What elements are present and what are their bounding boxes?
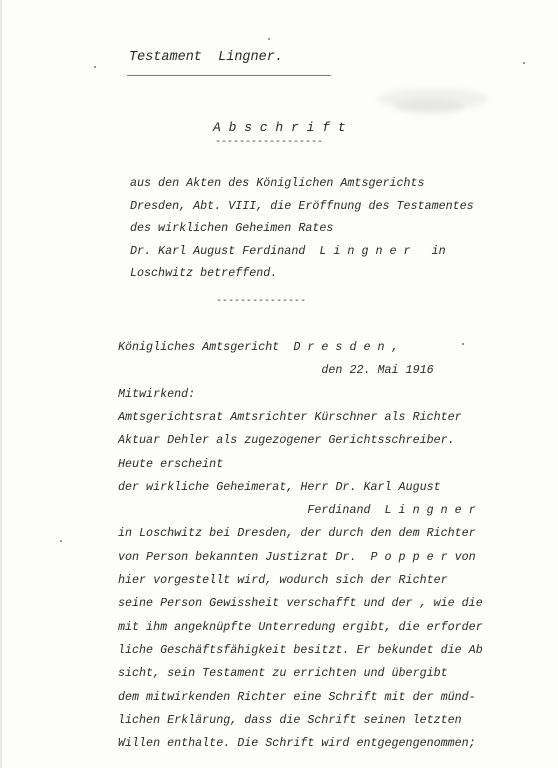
- protocol-line: Amtsgerichtsrat Amtsrichter Kürschner als Richter: [118, 409, 462, 424]
- intro-line: aus den Akten des Königlichen Amtsgerichts: [130, 176, 425, 190]
- intro-line: Dr. Karl August Ferdinand L i n g n e r in: [130, 243, 446, 258]
- protocol-line: seine Person Gewissheit verschafft und der , wie die: [118, 596, 483, 611]
- stamp-smudge: [395, 100, 465, 114]
- document-heading: A b s c h r i f t: [213, 120, 346, 135]
- protocol-line: Königliches Amtsgericht D r e s d e n ,: [118, 340, 399, 354]
- intro-line: Dresden, Abt. VIII, die Eröffnung des Testamentes: [130, 198, 474, 213]
- intro-line: Loschwitz betreffend.: [130, 266, 278, 280]
- protocol-line: Aktuar Dehler als zugezogener Gerichtsschreiber.: [118, 433, 455, 448]
- protocol-line: sicht, sein Testament zu errichten und übergibt: [118, 666, 448, 681]
- intro-line: des wirklichen Geheimen Rates: [130, 221, 334, 235]
- heading-underline: ------------------: [215, 137, 324, 148]
- ink-speck: [94, 66, 96, 68]
- protocol-line: hier vorgestellt wird, wodurch sich der Richter: [118, 573, 448, 587]
- page-edge-shadow: [0, 0, 2, 768]
- protocol-line: mit ihm angeknüpfte Unterredung ergibt, die erforder: [118, 619, 483, 634]
- ink-speck: [268, 38, 270, 40]
- section-separator: ---------------: [216, 296, 307, 307]
- protocol-line: Mitwirkend:: [118, 386, 196, 401]
- protocol-line: den 22. Mai 1916: [118, 363, 434, 378]
- protocol-line: Ferdinand L i n g n e r: [118, 503, 476, 518]
- protocol-line: von Person bekannten Justizrat Dr. P o p p e r von: [118, 549, 476, 564]
- ink-speck: [60, 540, 62, 542]
- ink-speck: [462, 343, 464, 345]
- ink-speck: [523, 62, 525, 64]
- protocol-line: lichen Erklärung, dass die Schrift seinen letzten: [118, 712, 462, 727]
- protocol-line: der wirkliche Geheimerat, Herr Dr. Karl August: [118, 479, 441, 494]
- protocol-line: in Loschwitz bei Dresden, der durch den dem Richter: [118, 526, 476, 541]
- protocol-line: Heute erscheint: [118, 456, 224, 471]
- protocol-line: dem mitwirkenden Richter eine Schrift mit der münd-: [118, 689, 476, 704]
- title-underline: ——————————————————————————————————: [127, 71, 332, 82]
- document-title: Testament Lingner.: [129, 50, 283, 65]
- protocol-line: Willen enthalte. Die Schrift wird entgegengenommen;: [118, 736, 476, 751]
- protocol-line: liche Geschäftsfähigkeit besitzt. Er bekundet die Ab: [118, 642, 483, 657]
